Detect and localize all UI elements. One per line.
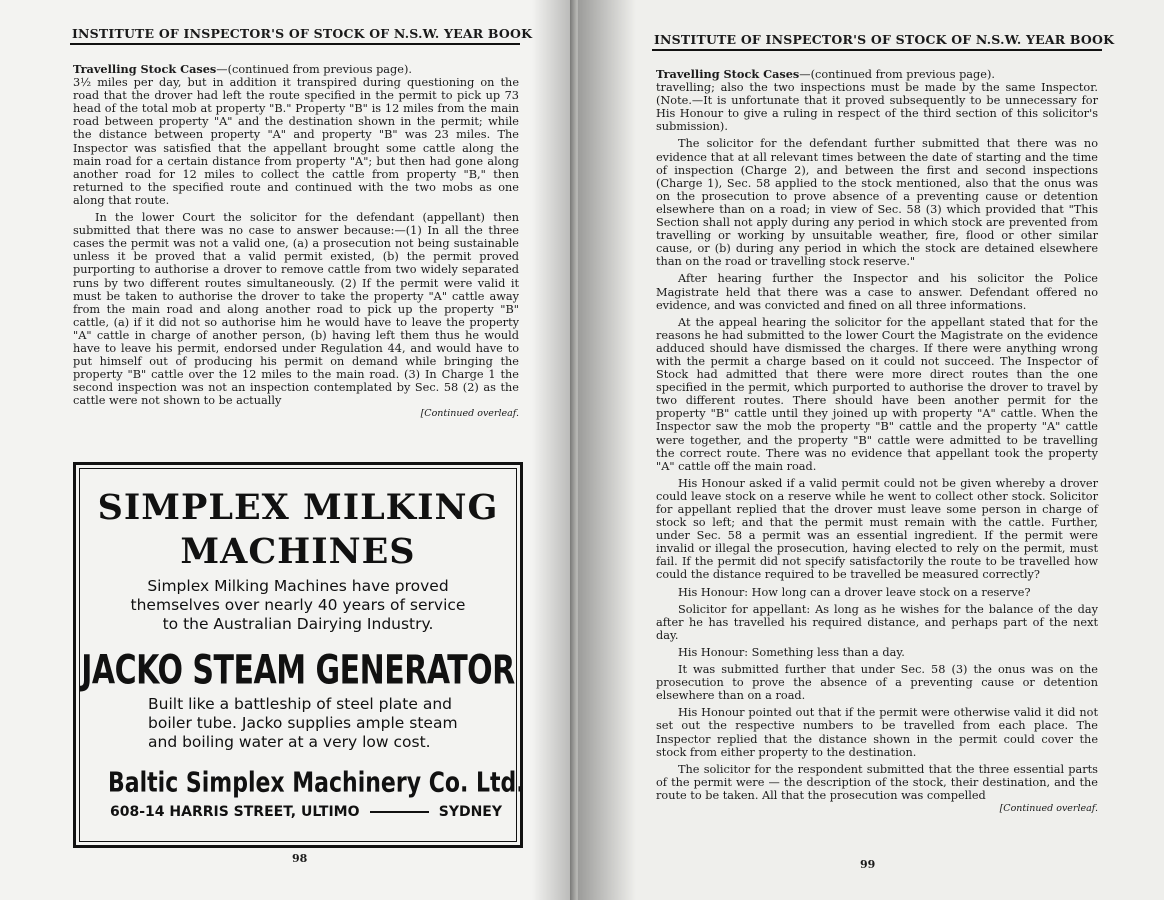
paragraph: In the lower Court the solicitor for the defendant (appellant) then submitted that there was no case to answer because:—(1) In all the three cases the permit was not a valid one, (a) a prosecution not being sustainable unless it be proved that a valid permit existed, (b) the permit proved purporting to authorise a drover to remove cattle from two widely separated runs by two different routes simultaneously. (2) If the permit were valid it must be taken to authorise the drover to take the property "A" cattle away from the main road and along another road to pick up the property "B" cattle, (a) if it did not so authorise him he would have to leave the property "A" cattle in charge of another person, (b) having left them thus he would have to leave his permit, endorsed under Regulation 44, and would have to put himself out of producing his permit on demand while bringing the property "B" cattle over the 12 miles to the main road. (3) In Charge 1 the second inspection was not an inspection contemplated by Sec. 58 (2) as the cattle were not shown to be actually (73, 211, 519, 408)
running-head-left: INSTITUTE OF INSPECTOR'S OF STOCK OF N.S.W. YEAR BOOK (72, 26, 533, 41)
gutter-shadow (578, 0, 636, 900)
ad-generator-line: and boiling water at a very low cost. (148, 733, 431, 751)
paragraph: His Honour: Something less than a day. (678, 645, 905, 659)
paragraph: The solicitor for the respondent submitted that the three essential parts of the permit were — the description of the stock, their destination, and the route to be taken. All that the prosecution was compelled (656, 762, 1098, 802)
advertisement-border (79, 468, 525, 842)
ad-description-line: themselves over nearly 40 years of service (130, 596, 466, 614)
ad-city: SYDNEY (438, 804, 502, 820)
page-number-left: 98 (292, 852, 308, 865)
running-head-right: INSTITUTE OF INSPECTOR'S OF STOCK OF N.S.W. YEAR BOOK (654, 32, 1115, 47)
ad-street: 608-14 HARRIS STREET, ULTIMO (110, 804, 360, 820)
left-body (73, 63, 519, 421)
header-rule-right (652, 49, 1102, 51)
paragraph: It was submitted further that under Sec. 58 (3) the onus was on the prosecution to prove the absence of a preventing cause or detention elsewhere than on a road. (656, 663, 1098, 703)
paragraph: His Honour pointed out that if the permit were otherwise valid it did not set out the respective numbers to be travelled from each place. The Inspector replied that the distance shown in the permit could cover the stock from either property to the destination. (656, 706, 1098, 759)
ad-title-line2: MACHINES (180, 531, 416, 572)
header-rule-left (70, 43, 520, 45)
ad-generator-line: boiler tube. Jacko supplies ample steam (148, 714, 458, 732)
section-heading-left: Travelling Stock Cases—(continued from previous page). (73, 62, 412, 76)
paragraph: 3½ miles per day, but in addition it transpired during questioning on the road that the drover had left the route specified in the permit to pick up 73 head of the total mob at property "B." Property "B" is 12 miles from the main road between property "A" and the destination shown in the permit; while the distance between property "A" and property "B" was 23 miles. The Inspector was satisfied that the appellant brought some cattle along the main road for a certain distance from property "A"; but then had gone along another road for 12 miles to collect the cattle from property "B," then returned to the specified route and continued with the two mobs as one along that route. (73, 76, 519, 207)
section-heading-right: Travelling Stock Cases—(continued from previous page). (656, 67, 995, 81)
continued-note-right: [Continued overleaf. (999, 802, 1098, 814)
ad-address (110, 804, 502, 820)
paragraph: After hearing further the Inspector and his solicitor the Police Magistrate held that there was a case to answer. Defendant offered no evidence, and was convicted and fined on all three informations. (656, 272, 1098, 312)
right-body (656, 68, 1098, 815)
continued-note-left: [Continued overleaf. (420, 408, 519, 420)
paragraph: The solicitor for the defendant further submitted that there was no evidence that at all relevant times between the date of starting and the time of inspection (Charge 2), and between the first and second inspections (Charge 1), Sec. 58 applied to the stock mentioned, also that the onus was on the prosecution to prove absence of a preventing cause or detention elsewhere than on a road; in view of Sec. 58 (3) which provided that "This Section shall not apply during any period in which stock are prevented from travelling or working by unsuitable weather, fire, flood or other similar cause, or (b) during any period in which the stock are detained elsewhere than on the road or travelling stock reserve." (656, 137, 1098, 269)
ad-description-line: to the Australian Dairying Industry. (162, 615, 434, 633)
ad-description-line: Simplex Milking Machines have proved (147, 577, 449, 595)
paragraph: His Honour: How long can a drover leave stock on a reserve? (678, 585, 1031, 599)
ad-generator-heading: JACKO STEAM GENERATOR (81, 646, 515, 695)
paragraph: travelling; also the two inspections must be made by the same Inspector. (Note.—It is unfortunate that it proved subsequently to be unnecessary for His Honour to give a ruling in respect of the third section of this solicitor's submission). (656, 81, 1098, 134)
left-page (0, 0, 578, 900)
ad-generator-line: Built like a battleship of steel plate and (148, 695, 452, 713)
paragraph: His Honour asked if a valid permit could not be given whereby a drover could leave stock on a reserve while he went to collect other stock. Solicitor for appellant replied that the drover must leave some person in charge of stock so left; and that the permit must remain with the cattle. Further, under Sec. 58 a permit was an essential ingredient. If the permit were invalid or illegal the prosecution, having elected to rely on the permit, must fail. If the permit did not specify satisfactorily the route to be travelled how could the distance required to be travelled be measured correctly? (656, 476, 1098, 582)
advertisement (73, 462, 523, 848)
ad-dash (370, 811, 429, 813)
ad-title-line1: SIMPLEX MILKING (97, 487, 499, 528)
paragraph: Solicitor for appellant: As long as he wishes for the balance of the day after he has travelled his required distance, and perhaps part of the next day. (656, 602, 1098, 642)
paragraph: At the appeal hearing the solicitor for the appellant stated that for the reasons he had submitted to the lower Court the Magistrate on the evidence adduced should have dismissed the charges. If there were anything wrong with the permit a charge based on it could not succeed. The Inspector of Stock had admitted that there were more direct routes than the one specified in the permit, which purported to authorise the drover to travel by two different routes. There should have been another permit for the property "B" cattle until they joined up with property "A" cattle. When the Inspector saw the mob the property "B" cattle and the property "A" cattle were together, and the property "B" cattle were admitted to be travelling the correct route. There was no evidence that appellant took the property "A" cattle off the main road. (656, 315, 1098, 473)
page-number-right: 99 (860, 858, 876, 871)
ad-company-name: Baltic Simplex Machinery Co. Ltd. (108, 767, 525, 800)
right-page (578, 0, 1164, 900)
